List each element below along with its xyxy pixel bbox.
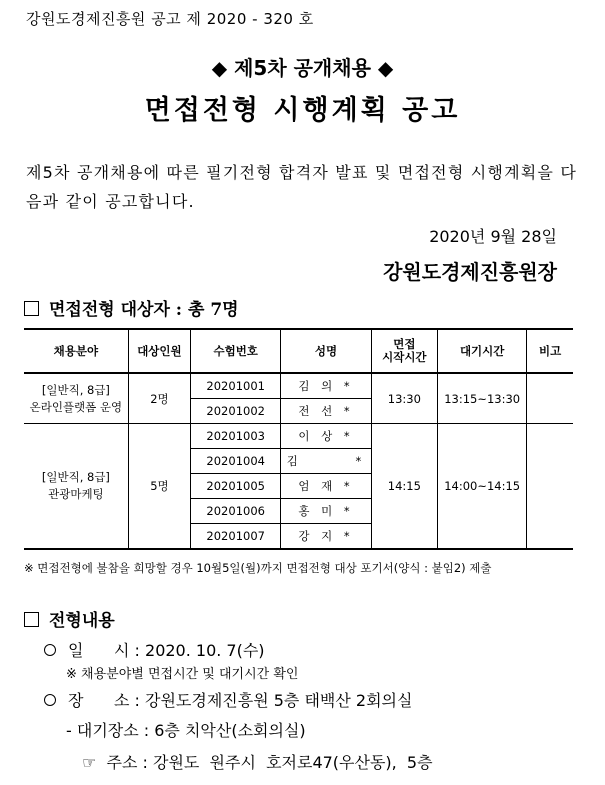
header-exam-no: 수험번호 — [191, 329, 281, 373]
field-grade: [일반직, 8급] — [41, 470, 110, 484]
wait-time-cell: 14:00~14:15 — [438, 424, 527, 550]
remarks-cell — [527, 373, 573, 424]
field-cell — [24, 424, 128, 550]
header-field: 채용분야 — [24, 329, 128, 373]
name-cell: 김 * — [281, 449, 371, 474]
table-row — [24, 424, 573, 449]
notice-title: 면접전형 시행계획 공고 — [144, 95, 461, 126]
candidates-table — [24, 328, 573, 550]
name-cell: 엄 재 * — [281, 474, 371, 499]
table-row — [24, 373, 573, 399]
exam-no-cell: 20201006 — [191, 499, 281, 524]
exam-no-cell: 20201005 — [191, 474, 281, 499]
exam-no-cell: 20201001 — [191, 373, 281, 399]
name-cell: 전 선 * — [281, 399, 371, 424]
circle-bullet-icon — [44, 694, 56, 706]
count-cell: 5명 — [128, 424, 190, 550]
name-cell: 김 의 * — [281, 373, 371, 399]
field-name: 온라인플랫폼 운영 — [29, 399, 123, 414]
intro-text: 제5차 공개채용에 따른 필기전형 합격자 발표 및 면접전형 시행계획을 다음과 같이 공고합니다. — [26, 163, 577, 211]
exam-no-cell: 20201007 — [191, 524, 281, 550]
circle-bullet-icon — [44, 644, 56, 656]
schedule-date-line — [44, 638, 265, 661]
name-cell: 강 지 * — [281, 524, 371, 550]
exam-no-cell: 20201004 — [191, 449, 281, 474]
header-wait-time: 대기시간 — [438, 329, 527, 373]
header-remarks: 비고 — [527, 329, 573, 373]
exam-no-cell: 20201003 — [191, 424, 281, 449]
table-header-row — [24, 329, 573, 373]
notice-date: 2020년 9월 28일 — [429, 227, 557, 246]
wait-time-cell: 13:15~13:30 — [438, 373, 527, 424]
count-cell: 2명 — [128, 373, 190, 424]
date-label: 일 시 — [68, 641, 130, 660]
field-grade: [일반직, 8급] — [41, 382, 110, 397]
checkbox-square-icon — [24, 301, 39, 316]
field-cell — [24, 373, 128, 424]
notice-subtitle: ◆ 제5차 공개채용 ◆ — [211, 56, 394, 80]
place-label: 장 소 — [68, 691, 130, 710]
date-value: : 2020. 10. 7(수) — [134, 641, 265, 660]
field-name: 관광마케팅 — [48, 487, 104, 501]
exam-no-cell: 20201002 — [191, 399, 281, 424]
section-candidates-title — [24, 295, 239, 320]
name-cell: 홍 미 * — [281, 499, 371, 524]
address-line: ☞ 주소 : 강원도 원주시 호저로47(우산동), 5층 — [82, 753, 433, 772]
name-cell: 이 상 * — [281, 424, 371, 449]
issuer-name: 강원도경제진흥원장 — [383, 260, 557, 284]
header-count: 대상인원 — [128, 329, 190, 373]
schedule-place-line — [44, 688, 412, 711]
section-candidates-label: 면접전형 대상자 : 총 7명 — [49, 300, 239, 320]
section-schedule-title — [24, 606, 115, 631]
header-start-time: 면접 시작시간 — [371, 329, 437, 373]
header-name: 성명 — [281, 329, 371, 373]
place-value: : 강원도경제진흥원 5층 태백산 2회의실 — [134, 691, 413, 710]
waiting-place: - 대기장소 : 6층 치악산(소회의실) — [66, 721, 306, 740]
remarks-cell — [527, 424, 573, 550]
date-note: ※ 채용분야별 면접시간 및 대기시간 확인 — [66, 667, 299, 682]
start-time-cell: 14:15 — [371, 424, 437, 550]
checkbox-square-icon — [24, 612, 39, 627]
section-schedule-label: 전형내용 — [49, 611, 115, 631]
start-time-cell: 13:30 — [371, 373, 437, 424]
table-note: ※ 면접전형에 불참을 희망할 경우 10월5일(월)까지 면접전형 대상 포기서(양식 : 붙임2) 제출 — [24, 561, 492, 575]
notice-number: 강원도경제진흥원 공고 제 2020 - 320 호 — [26, 10, 314, 28]
